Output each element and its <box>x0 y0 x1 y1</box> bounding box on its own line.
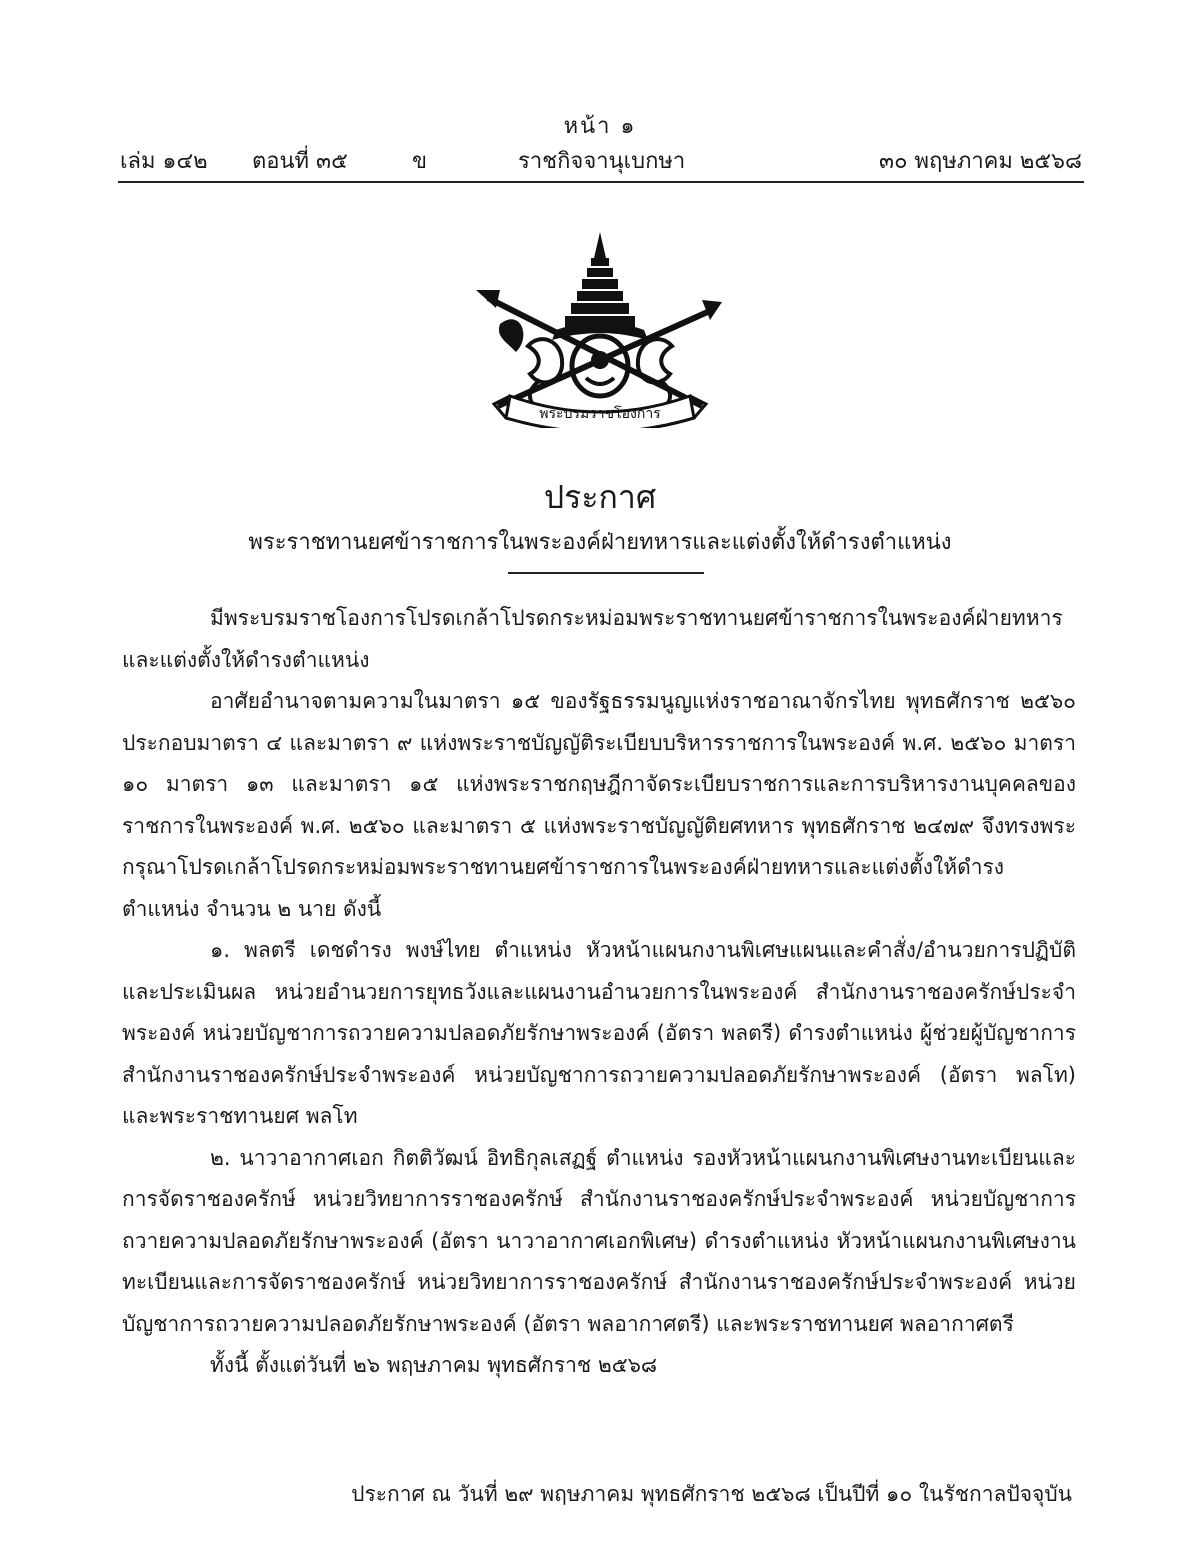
emblem-ribbon-text: พระบรมราชโองการ <box>539 406 661 422</box>
page-number: หน้า ๑ <box>563 114 637 139</box>
gazette-header <box>120 143 1082 177</box>
royal-emblem-icon <box>470 228 730 428</box>
body-paragraph-item-2: ๒. นาวาอากาศเอก กิตติวัฒน์ อิทธิกุลเสฏฐ์ ตำแหน่ง รองหัวหน้าแผนกงานพิเศษงานทะเบียนและการจัดราชองครักษ์ หน่วยวิทยาการราชองครักษ์ สำนักงานราชองครักษ์ประจำพระองค์ หน่วยบัญชาการถวายความปลอดภัยรักษาพระองค์ (อัตรา นาวาอากาศเอกพิเศษ) ดำรงตำแหน่ง หัวหน้าแผนกงานพิเศษงานทะเบียนและการจัดราชองครักษ์ หน่วยวิทยาการราชองครักษ์ สำนักงานราชองครักษ์ประจำพระองค์ หน่วยบัญชาการถวายความปลอดภัยรักษาพระองค์ (อัตรา พลอากาศตรี) และพระราชทานยศ พลอากาศตรี <box>122 1145 1076 1336</box>
gazette-name: ราชกิจจานุเบกษา <box>518 149 686 174</box>
body-paragraph-authority: อาศัยอำนาจตามความในมาตรา ๑๕ ของรัฐธรรมนูญแห่งราชอาณาจักรไทย พุทธศักราช ๒๕๖๐ ประกอบมาตรา ๔ และมาตรา ๙ แห่งพระราชบัญญัติระเบียบบริหารราชการในพระองค์ พ.ศ. ๒๕๖๐ มาตรา ๑๐ มาตรา ๑๓ และมาตรา ๑๕ แห่งพระราชกฤษฎีกาจัดระเบียบราชการและการบริหารงานบุคคลของราชการในพระองค์ พ.ศ. ๒๕๖๐ และมาตรา ๕ แห่งพระราชบัญญัติยศทหาร พุทธศักราช ๒๔๗๙ จึงทรงพระกรุณาโปรดเกล้าโปรดกระหม่อมพระราชทานยศข้าราชการในพระองค์ฝ่ายทหารและแต่งตั้งให้ดำรงตำแหน่ง จำนวน ๒ นาย ดังนี้ <box>122 689 1076 921</box>
volume-number: เล่ม ๑๔๒ <box>120 149 208 174</box>
title-divider <box>508 572 704 574</box>
announcement-body <box>122 598 1076 1387</box>
section-letter: ข <box>412 149 428 174</box>
body-paragraph-effective: ทั้งนี้ ตั้งแต่วันที่ ๒๖ พฤษภาคม พุทธศักราช ๒๕๖๘ <box>210 1353 658 1377</box>
announcement-title: ประกาศ <box>543 478 657 516</box>
publication-date: ๓๐ พฤษภาคม ๒๕๖๘ <box>879 149 1082 174</box>
issue-number: ตอนที่ ๓๕ <box>252 149 348 174</box>
announcement-signoff: ประกาศ ณ วันที่ ๒๙ พฤษภาคม พุทธศักราช ๒๕๖๘ เป็นปีที่ ๑๐ ในรัชกาลปัจจุบัน <box>351 1482 1072 1506</box>
body-paragraph-item-1: ๑. พลตรี เดชดำรง พงษ์ไทย ตำแหน่ง หัวหน้าแผนกงานพิเศษแผนและคำสั่ง/อำนวยการปฏิบัติและประเมินผล หน่วยอำนวยการยุทธวังและแผนงานอำนวยการในพระองค์ สำนักงานราชองครักษ์ประจำพระองค์ หน่วยบัญชาการถวายความปลอดภัยรักษาพระองค์ (อัตรา พลตรี) ดำรงตำแหน่ง ผู้ช่วยผู้บัญชาการสำนักงานราชองครักษ์ประจำพระองค์ หน่วยบัญชาการถวายความปลอดภัยรักษาพระองค์ (อัตรา พลโท) และพระราชทานยศ พลโท <box>122 938 1076 1128</box>
announcement-subtitle: พระราชทานยศข้าราชการในพระองค์ฝ่ายทหารและแต่งตั้งให้ดำรงตำแหน่ง <box>248 530 952 555</box>
body-paragraph-intro: มีพระบรมราชโองการโปรดเกล้าโปรดกระหม่อมพระราชทานยศข้าราชการในพระองค์ฝ่ายทหาร และแต่งตั้งให้ดำรงตำแหน่ง <box>122 606 1063 672</box>
header-divider <box>118 181 1084 183</box>
